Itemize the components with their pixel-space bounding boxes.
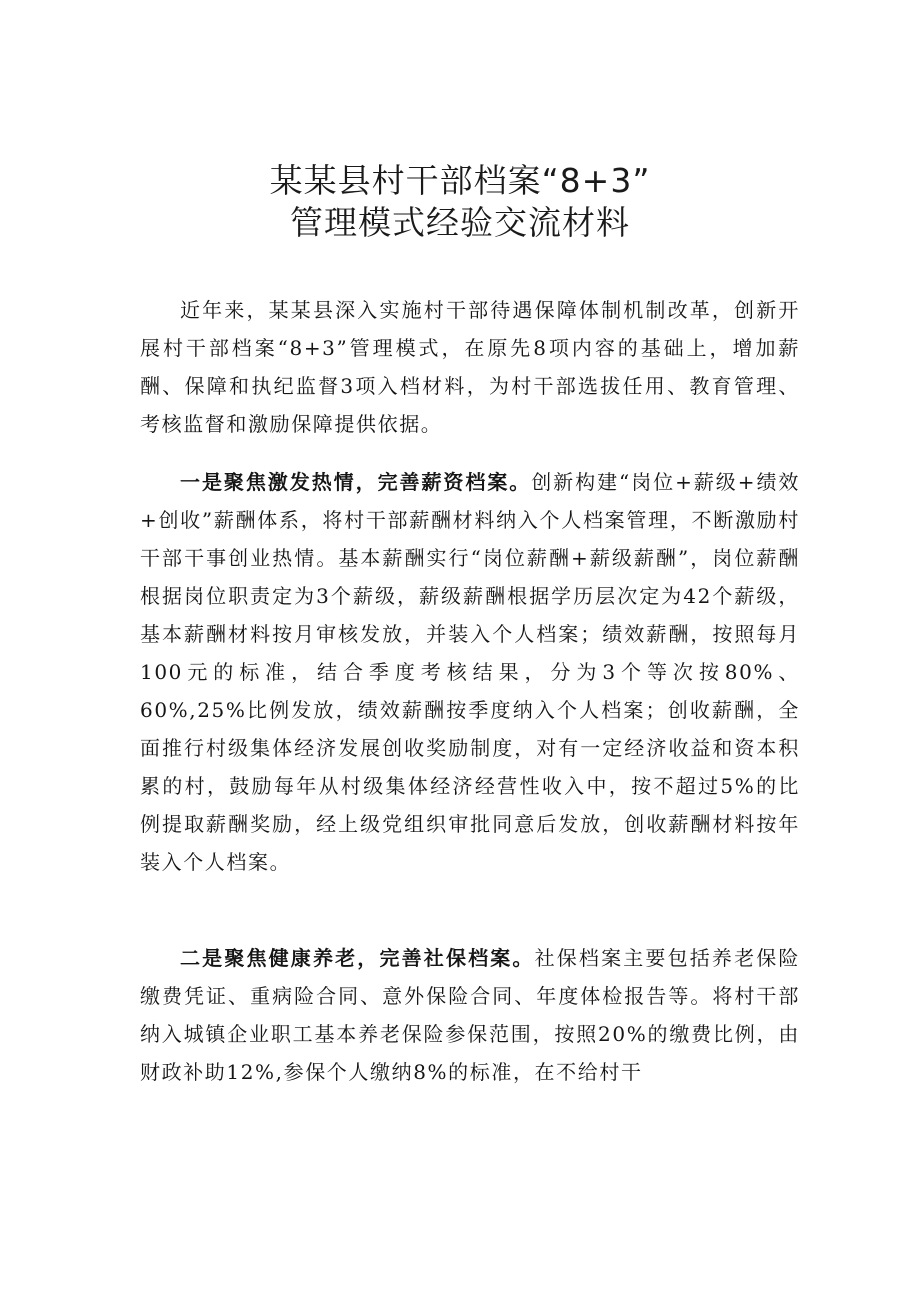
- paragraph-salary-lead: 一是聚焦激发热情，完善薪资档案。: [180, 470, 532, 494]
- paragraph-intro-text: 近年来，某某县深入实施村干部待遇保障体制机制改革，创新开展村干部档案“8+3”管理模式，在原先8项内容的基础上，增加薪酬、保障和执纪监督3项入档材料，为村干部选拔任用、教育管理、考核监督和激励保障提供依据。: [140, 298, 800, 436]
- paragraph-social-security-lead: 二是聚焦健康养老，完善社保档案。: [180, 946, 535, 970]
- paragraph-salary-text: 创新构建“岗位+薪级+绩效+创收”薪酬体系，将村干部薪酬材料纳入个人档案管理，不断激励村干部干事创业热情。基本薪酬实行“岗位薪酬+薪级薪酬”，岗位薪酬根据岗位职责定为3个薪级，薪级薪酬根据学历层次定为42个薪级，基本薪酬材料按月审核发放，并装入个人档案；绩效薪酬，按照每月100元的标准，结合季度考核结果，分为3个等次按80%、60%,25%比例发放，绩效薪酬按季度纳入个人档案；创收薪酬，全面推行村级集体经济发展创收奖励制度，对有一定经济收益和资本积累的村，鼓励每年从村级集体经济经营性收入中，按不超过5%的比例提取薪酬奖励，经上级党组织审批同意后发放，创收薪酬材料按年装入个人档案。: [140, 470, 800, 874]
- document-title-line-1: 某某县村干部档案“8+3”: [269, 161, 651, 200]
- paragraph-intro: [140, 291, 800, 443]
- document-title-line-2: 管理模式经验交流材料: [290, 203, 630, 242]
- paragraph-salary-archive: [140, 463, 800, 881]
- paragraph-social-security-archive: [140, 939, 800, 1091]
- paragraph-social-security-text: 社保档案主要包括养老保险缴费凭证、重病险合同、意外保险合同、年度体检报告等。将村干部纳入城镇企业职工基本养老保险参保范围，按照20%的缴费比例，由财政补助12%,参保个人缴纳8%的标准，在不给村干: [140, 946, 800, 1084]
